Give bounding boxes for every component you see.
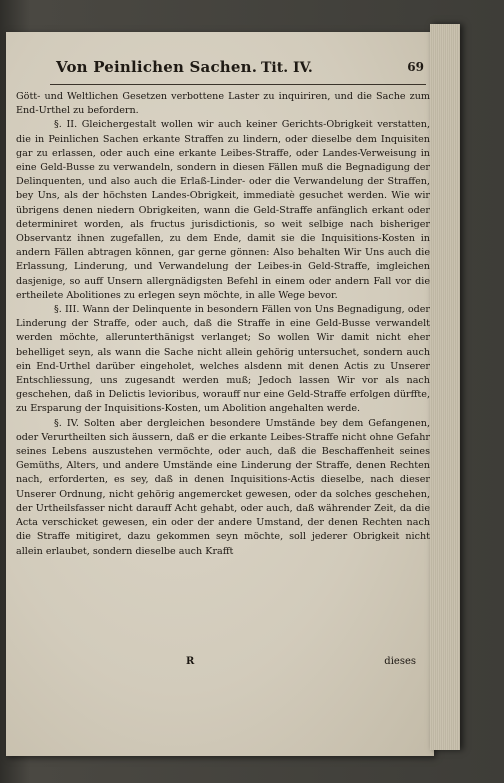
paragraph-section-2: §. II. Gleichergestalt wollen wir auch keiner Gerichts-Obrigkeit verstatten, die in Peinlichen Sachen erkante Straffen zu lindern, oder dieselbe dem Inquisiten gar zu erlassen, oder auch eine erkante Leibes-Straffe, oder Landes-Verweisung in eine Geld-Busse zu verwandeln, sondern in diesen Fällen muß die Begnadigung der Delinquenten, und also auch die Erlaß-Linder- oder die Verwandelung der Straffen, bey Uns, als der höchsten Landes-Obrigkeit, immediatè gesuchet werden. Wie wir übrigens denen niedern Obrigkeiten, wann die Geld-Straffe anfänglich erkant oder determiniret worden, als fructus jurisdictionis, so weit selbige nach bisheriger Observantz ihnen zugefallen, zu dem Ende, damit sie die Inquisitions-Kosten in andern Fällen abtragen können, gar gerne gönnen: Also behalten Wir Uns auch die Erlassung, Linderung, und Verwandelung der Leibes-in Geld-Straffe, imgleichen dasjenige, so auff Unsern allergnädigsten Befehl in einem oder andern Fall vor die ertheilete Abolitiones zu erlegen seyn möchte, in alle Wege bevor. — [16, 119, 430, 301]
header-rule — [50, 84, 426, 85]
paragraph-section-3: §. III. Wann der Delinquente in besondern Fällen von Uns Begnadigung, oder Linderung der Straffe, oder auch, daß die Straffe in eine Geld-Busse verwandelt werden möchte, allerunterthänigst verlanget; So wollen Wir damit nicht eher behelliget seyn, als wann die Sache nicht allein gehörig untersuchet, sondern auch ein End-Urthel darüber eingeholet, welches alsdenn mit denen Actis zu Unserer Entschliessung, uns zugesandt werden muß; Jedoch lassen Wir vor als nach geschehen, daß in Delictis levioribus, worauff nur eine Geld-Straffe erfolgen dürffte, zu Ersparung der Inquisitions-Kosten, um Abolition angehalten werde. — [16, 304, 430, 415]
body-text — [16, 90, 430, 559]
catchword: dieses — [384, 656, 416, 667]
page-header — [56, 56, 426, 84]
paragraph-continuation: Gött- und Weltlichen Gesetzen verbottene Laster zu inquiriren, und die Sache zum End-Urthel zu befordern. — [16, 91, 430, 117]
signature-mark: R — [186, 656, 195, 667]
page-number: 69 — [407, 60, 424, 74]
page-edges — [430, 24, 460, 750]
page-footer — [16, 656, 430, 672]
section-title: Tit. IV. — [261, 60, 313, 76]
paragraph-section-4: §. IV. Solten aber dergleichen besondere Umstände bey dem Gefangenen, oder Verurtheilten sich äussern, daß er die erkante Leibes-Straffe nicht ohne Gefahr seines Lebens auszustehen vermöchte, oder auch, daß die Beschaffenheit seines Gemüths, Alters, und andere Umstände eine Linderung der Straffe, denen Rechten nach, erforderten, es sey, daß in denen Inquisitions-Actis dieselbe, nach dieser Unserer Ordnung, nicht gehörig angemercket gewesen, oder da solches geschehen, der Urtheilsfasser nicht darauff Acht gehabt, oder auch, daß währender Zeit, da die Acta verschicket gewesen, ein oder der andere Umstand, der denen Rechten nach die Straffe mitigiret, dazu gekommen seyn möchte, soll jederer Obrigkeit nicht allein erlaubet, sondern dieselbe auch Krafft — [16, 417, 430, 557]
running-head: Von Peinlichen Sachen. — [56, 58, 258, 76]
